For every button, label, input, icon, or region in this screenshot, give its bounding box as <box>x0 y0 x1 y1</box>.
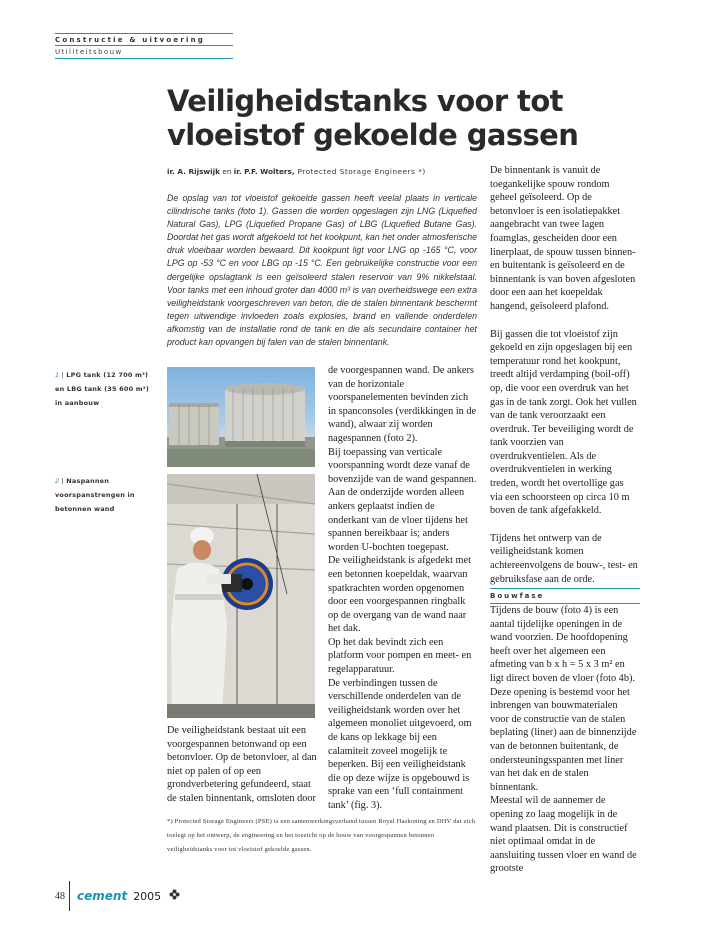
body-paragraph: Meestal wil de aannemer de opening zo laag mogelijk in de wand plaatsen. Dit is constructief niet optimaal omdat in de aansluiting tussen vloer en wand de grootste <box>490 795 637 875</box>
page-number: 48 <box>55 890 65 902</box>
body-paragraph: Op het dak bevindt zich een platform voor pompen en meet- en regelapparatuur. <box>328 636 472 676</box>
body-paragraph: de voorgespannen wand. De ankers van de horizontale voorspanelementen bevinden zich in spanconsoles (verdikkingen in de wand), alwaar zij worden nagespannen (foto 2). <box>328 365 477 444</box>
body-paragraph: Tijdens het ontwerp van de veiligheidstank komen achtereenvolgens de bouw-, test- en gebruiksfase aan de orde. <box>490 532 638 585</box>
caption-1-text: LPG tank (12 700 m³) en LBG tank (35 600 m³) in aanbouw <box>55 371 150 407</box>
body-column-1 <box>167 724 319 806</box>
body-paragraph: De binnentank is vanuit de toegankelijke spouw rondom geheel geïsoleerd. Op de betonvloer is een isolatiepakket aangebracht van twee lagen foamglas, gescheiden door een linerplaat, de spouw tussen binnen- en buitentank is geïsoleerd en de binnentank is van boven afgesloten door een aan het koepeldak hangend, geïsoleerd plafond. <box>490 165 636 312</box>
body-paragraph: Bij toepassing van verticale voorspanning wordt deze vanaf de bovenzijde van de wand gespannen. Aan de onderzijde worden alleen ankers geplaatst indien de onderkant van de vloer tijdens het spannen bereikbaar is; anders worden U-bochten toegepast. <box>328 446 477 553</box>
caption-2-number: 2 <box>55 477 60 485</box>
subsection-header: Utiliteitsbouw <box>55 46 233 59</box>
footnote: *) Protected Storage Engineers (PSE) is een samenwerkingsverband tussen Royal Haskoning en DHV dat zich toelegt op het ontwerp, de engineering en het toezicht op de bouw van voorgespannen betonnen veiligheidstanks voor tot vloeistof gekoelde gassen. <box>167 818 476 853</box>
magazine-name: cement <box>77 889 128 903</box>
section-heading-bouwfase: Bouwfase <box>490 588 640 604</box>
caption-photo-1: 1 | LPG tank (12 700 m³) en LBG tank (35 600 m³) in aanbouw <box>55 371 150 407</box>
body-column-3 <box>490 164 638 586</box>
body-paragraph: Bij gassen die tot vloeistof zijn gekoeld en zijn opgeslagen bij een temperatuur rond het kookpunt, treedt altijd verdamping (boil-off) op, die voor een overdruk van het gas in de tank zorgt. Ook het vullen van de tank veroorzaakt een overdruk. Ter beveiliging wordt de tank voorzien van overdrukventielen. Als de overdrukventielen in werking treden, wordt het overtollige gas via een schoorsteen op circa 10 m boven de tank afgefakkeld. <box>490 328 637 517</box>
intro-paragraph: De opslag van tot vloeistof gekoelde gassen heeft veelal plaats in verticale cilindrische tanks (foto 1). Gassen die worden opgeslagen zijn LNG (Liquefied Natural Gas), LPG (Liquefied Propane Gas) of LBG (Liquefied Butane Gas). Doordat het gas wordt afgekoeld tot het kookpunt, kan het onder atmosferische druk vloeibaar worden bewaard. Dit kookpunt ligt voor LNG op -165 °C, voor LPG op -53 °C en voor LBG op -15 °C. Een gebruikelijke constructie voor een dergelijke opslagtank is een geïsoleerd stalen reservoir van 9% nikkelstaal. Voor tanks met een inhoud groter dan 4000 m³ is van overheidswege een extra veiligheidstank voorgeschreven van beton, die de stalen binnentank beschermt tegen uitwendige invloeden zoals explosies, brand en vallende onderdelen afkomstig van de installatie rond de tank en die als secundaire container het product kan opvangen bij falen van de stalen binnentank. <box>167 193 477 348</box>
magazine-year: 2005 <box>133 889 162 903</box>
organization: Protected Storage Engineers *) <box>294 167 426 176</box>
photo-post-tensioning-worker <box>167 474 315 718</box>
caption-1-number: 1 <box>55 371 60 379</box>
title-line-2: vloeistof gekoelde gassen <box>167 118 579 152</box>
body-column-2 <box>328 364 478 813</box>
body-paragraph: De veiligheidstank is afgedekt met een betonnen koepeldak, waarvan spatkrachten worden opgenomen door een voorgespannen ringbalk op de overgang van de wand naar het dak. <box>328 555 471 635</box>
photo-lpg-lbg-tanks <box>167 367 315 467</box>
author-2: ir. P.F. Wolters, <box>233 167 295 176</box>
byline <box>167 167 487 177</box>
caption-photo-2: 2 | Naspannen voorspanstrengen in betonnen wand <box>55 477 135 513</box>
title-line-1: Veiligheidstanks voor tot <box>167 84 563 118</box>
caption-2-text: Naspannen voorspanstrengen in betonnen wand <box>55 477 135 513</box>
flower-logo-icon <box>169 887 180 905</box>
page-footer <box>55 880 180 912</box>
body-paragraph: Tijdens de bouw (foto 4) is een aantal tijdelijke openingen in de wand voorzien. De hoofdopening heeft over het algemeen een afmeting van b x h = 5 x 3 m² en ligt direct boven de vloer (foto 4b). Deze opening is bestemd voor het inbrengen van bouwmaterialen voor de constructie van de stalen beplating (liner) aan de binnenzijde van de betonnen buitentank, de ondersteuningsspanten met liner van het dak en de stalen binnentank. <box>490 605 637 793</box>
body-paragraph: De veiligheidstank bestaat uit een voorgespannen betonwand op een betonvloer. Op de betonvloer, al dan niet op palen of op een grondverbetering gefundeerd, staat de stalen binnentank, omsloten door <box>167 725 317 804</box>
byline-and: en <box>220 167 234 176</box>
body-column-3-continued <box>490 604 638 876</box>
author-1: ir. A. Rijswijk <box>167 167 221 176</box>
footer-divider <box>69 881 70 911</box>
section-header: Constructie & uitvoering <box>55 33 233 46</box>
body-paragraph: De verbindingen tussen de verschillende onderdelen van de veiligheidstank worden over het algemeen monoliet uitgevoerd, om de kans op lekkage bij een calamiteit zoveel mogelijk te beperken. Bij een veiligheidstank die op deze wijze is opgebouwd is sprake van een ‘full containment tank’ (fig. 3). <box>328 677 472 811</box>
article-title <box>167 84 647 152</box>
